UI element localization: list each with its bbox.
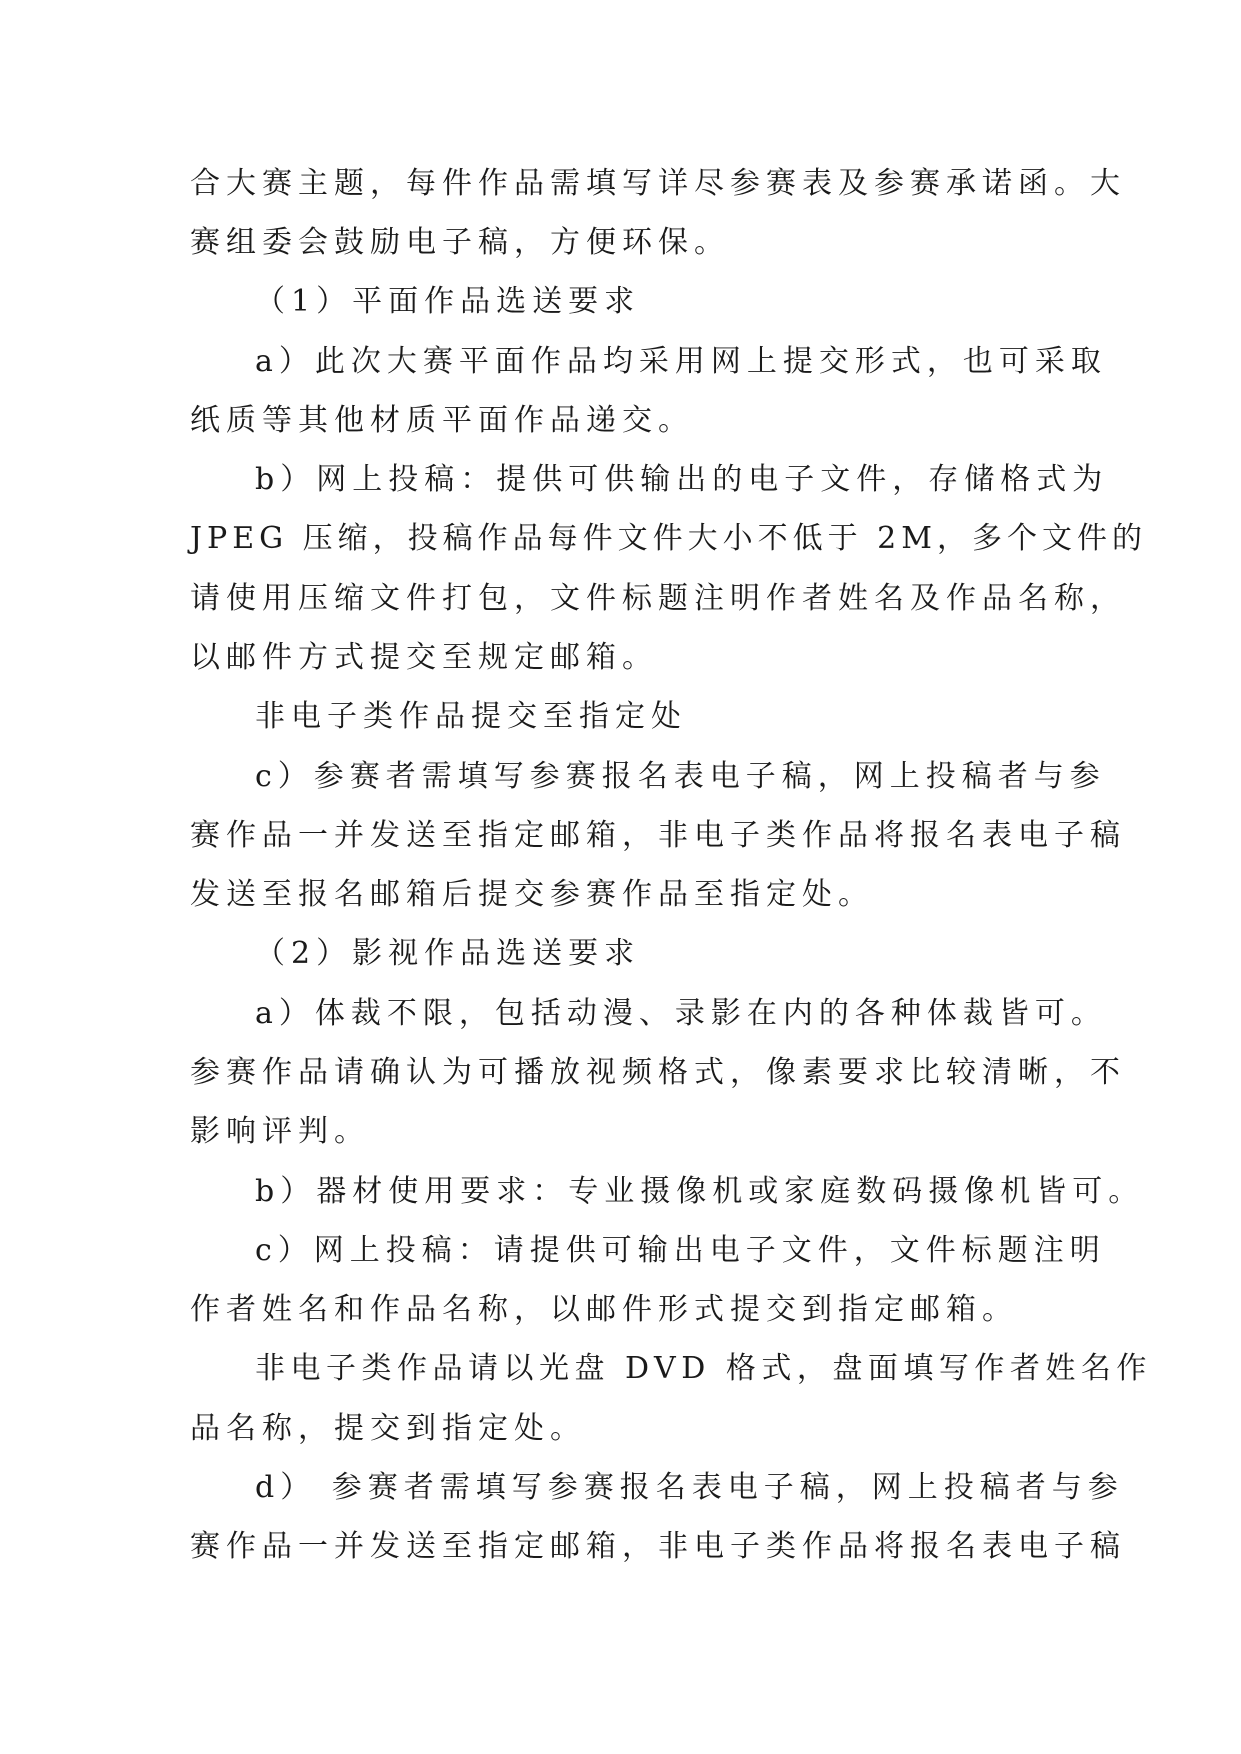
text-line: a）体裁不限，包括动漫、录影在内的各种体裁皆可。: [255, 996, 1107, 1031]
text-line: 发送至报名邮箱后提交参赛作品至指定处。: [190, 877, 874, 912]
text-line: 影响评判。: [190, 1114, 370, 1149]
text-line: 作者姓名和作品名称，以邮件形式提交到指定邮箱。: [190, 1292, 1018, 1327]
text-line: 参赛作品请确认为可播放视频格式，像素要求比较清晰，不: [190, 1055, 1126, 1090]
text-line: b）网上投稿：提供可供输出的电子文件，存储格式为: [255, 462, 1109, 497]
text-line: c）网上投稿：请提供可输出电子文件，文件标题注明: [255, 1233, 1106, 1268]
text-line: a）此次大赛平面作品均采用网上提交形式，也可采取: [255, 344, 1107, 379]
text-line: 非电子类作品提交至指定处: [255, 699, 687, 734]
section-heading: （1）平面作品选送要求: [255, 284, 641, 319]
section-heading: （2）影视作品选送要求: [255, 936, 641, 971]
text-line: b）器材使用要求：专业摄像机或家庭数码摄像机皆可。: [255, 1174, 1145, 1209]
text-line: 合大赛主题，每件作品需填写详尽参赛表及参赛承诺函。大: [190, 166, 1126, 201]
text-line: JPEG 压缩，投稿作品每件文件大小不低于 2M，多个文件的: [190, 521, 1147, 556]
text-line: 赛组委会鼓励电子稿，方便环保。: [190, 225, 730, 260]
text-line: 非电子类作品请以光盘 DVD 格式，盘面填写作者姓名作: [255, 1351, 1152, 1386]
text-line: 赛作品一并发送至指定邮箱，非电子类作品将报名表电子稿: [190, 1529, 1126, 1564]
text-line: d） 参赛者需填写参赛报名表电子稿，网上投稿者与参: [255, 1470, 1124, 1505]
text-line: 以邮件方式提交至规定邮箱。: [190, 640, 658, 675]
text-line: 纸质等其他材质平面作品递交。: [190, 403, 694, 438]
text-line: c）参赛者需填写参赛报名表电子稿，网上投稿者与参: [255, 759, 1106, 794]
text-line: 请使用压缩文件打包，文件标题注明作者姓名及作品名称，: [190, 581, 1126, 616]
text-line: 品名称，提交到指定处。: [190, 1411, 586, 1446]
text-line: 赛作品一并发送至指定邮箱，非电子类作品将报名表电子稿: [190, 818, 1126, 853]
